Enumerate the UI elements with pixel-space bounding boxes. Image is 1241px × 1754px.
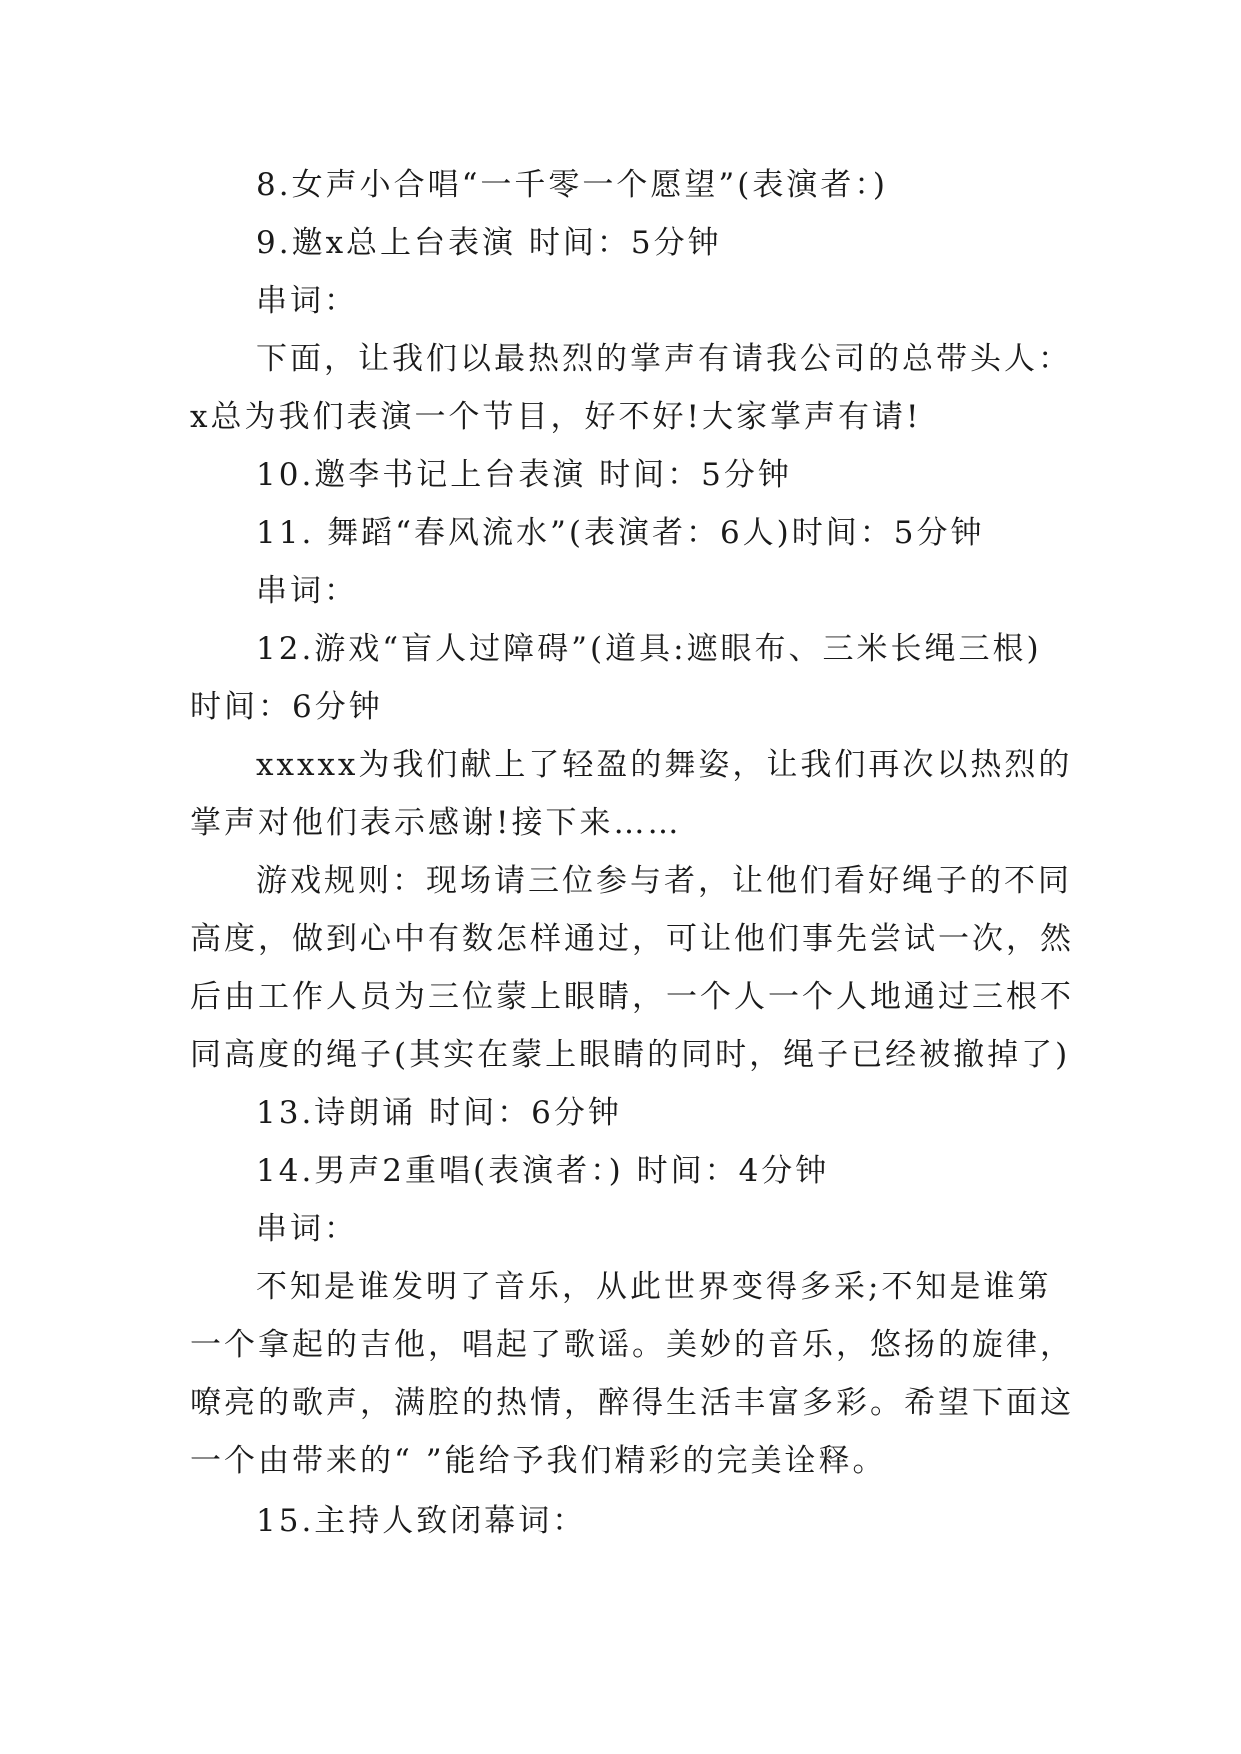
script-paragraph-line: xxxxx为我们献上了轻盈的舞姿，让我们再次以热烈的 [256,747,1073,783]
script-paragraph-line: 不知是谁发明了音乐，从此世界变得多采;不知是谁第 [256,1269,1052,1305]
script-paragraph-line: x总为我们表演一个节目，好不好!大家掌声有请! [190,399,922,435]
program-item-15: 15.主持人致闭幕词： [256,1503,587,1539]
program-item-12-time: 时间：6分钟 [190,689,383,725]
program-item-8: 8.女声小合唱“一千零一个愿望”(表演者：) [256,167,888,203]
script-paragraph-line: 一个由带来的“ ”能给予我们精彩的完美诠释。 [190,1443,887,1479]
program-item-10: 10.邀李书记上台表演 时间：5分钟 [256,457,792,493]
program-item-9: 9.邀x总上台表演 时间：5分钟 [256,225,722,261]
script-heading: 串词： [256,1211,358,1247]
game-rules-line: 同高度的绳子(其实在蒙上眼睛的同时，绳子已经被撤掉了) [190,1037,1071,1073]
script-paragraph-line: 一个拿起的吉他，唱起了歌谣。美妙的音乐，悠扬的旋律， [190,1327,1074,1363]
program-item-12: 12.游戏“盲人过障碍”(道具:遮眼布、三米长绳三根) [256,631,1042,667]
script-heading: 串词： [256,573,358,609]
script-paragraph-line: 掌声对他们表示感谢!接下来…… [190,805,682,841]
game-rules-line: 高度，做到心中有数怎样通过，可让他们事先尝试一次，然 [190,921,1074,957]
program-item-13: 13.诗朗诵 时间：6分钟 [256,1095,622,1131]
script-paragraph-line: 下面，让我们以最热烈的掌声有请我公司的总带头人： [256,341,1072,377]
script-paragraph-line: 嘹亮的歌声，满腔的热情，醉得生活丰富多彩。希望下面这 [190,1385,1074,1421]
game-rules-line: 后由工作人员为三位蒙上眼睛，一个人一个人地通过三根不 [190,979,1074,1015]
script-heading: 串词： [256,283,358,319]
game-rules-line: 游戏规则：现场请三位参与者，让他们看好绳子的不同 [256,863,1072,899]
program-item-11: 11. 舞蹈“春风流水”(表演者：6人)时间：5分钟 [256,515,985,551]
program-item-14: 14.男声2重唱(表演者：) 时间：4分钟 [256,1153,830,1189]
